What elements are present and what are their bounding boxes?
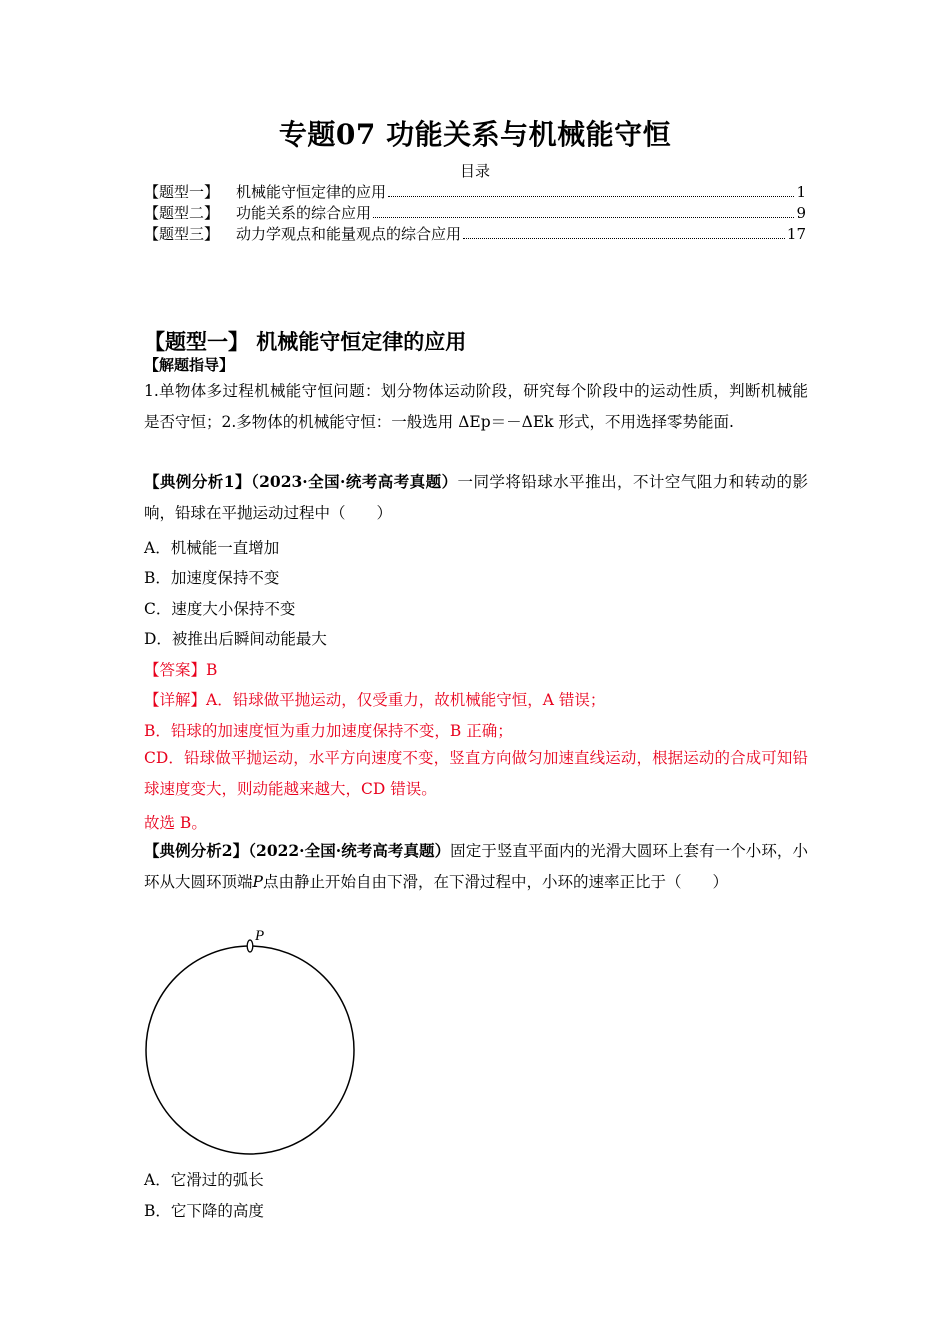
example1-conclusion: 故选 B。 xyxy=(144,814,207,832)
toc-leader-dots xyxy=(373,216,794,218)
guide-label: 【解题指导】 xyxy=(144,356,235,374)
toc-entry-text: 机械能守恒定律的应用 xyxy=(236,183,387,201)
example2-source: （2022·全国·统考高考真题） xyxy=(248,841,451,860)
point-p-label: P xyxy=(255,928,265,944)
toc-entry-tag: 【题型二】 xyxy=(144,204,220,222)
detail-text: A．铅球做平抛运动，仅受重力，故机械能守恒，A 错误； xyxy=(206,691,606,709)
example1-question xyxy=(144,467,808,528)
toc-entry-text: 动力学观点和能量观点的综合应用 xyxy=(236,225,462,243)
example2-label: 【典例分析2】 xyxy=(144,841,249,860)
example2-question-text-a: 固定于竖直平面内的光滑大圆环上套有一个小环，小环从大圆环顶端 xyxy=(144,842,808,891)
example1-option-c: C．速度大小保持不变 xyxy=(144,600,296,618)
guide-text: 1.单物体多过程机械能守恒问题：划分物体运动阶段，研究每个阶段中的运动性质，判断机械能是否守恒；2.多物体的机械能守恒：一般选用 ΔEp＝－ΔEk 形式，不用选择零势能面. xyxy=(144,382,808,431)
toc-entry-page: 17 xyxy=(786,225,806,243)
example1-option-d: D．被推出后瞬间动能最大 xyxy=(144,630,327,648)
example2-question-text-b: 点由静止开始自由下滑，在下滑过程中，小环的速率正比于（ ） xyxy=(262,872,728,891)
toc-entry-page: 9 xyxy=(796,204,806,222)
example1-source: （2023·全国·统考高考真题） xyxy=(250,472,458,491)
example1-question-text: 一同学将铅球水平推出，不计空气阻力和转动的影响，铅球在平抛运动过程中（ ） xyxy=(144,473,808,522)
toc-entry[interactable] xyxy=(144,202,806,222)
toc-entry[interactable] xyxy=(144,181,806,201)
example1-label: 【典例分析1】 xyxy=(144,472,251,491)
small-ring xyxy=(247,940,253,952)
toc-heading: 目录 xyxy=(459,162,490,180)
large-ring xyxy=(146,946,354,1154)
toc-leader-dots xyxy=(388,195,794,197)
toc-entry-tag: 【题型三】 xyxy=(144,225,220,243)
example2-question xyxy=(144,836,808,897)
toc-entry-page: 1 xyxy=(796,183,806,201)
example2-option-a: A．它滑过的弧长 xyxy=(144,1171,264,1189)
example1-detail-cd: CD．铅球做平抛运动，水平方向速度不变，竖直方向做匀加速直线运动，根据运动的合成可知铅球速度变大，则动能越来越大，CD 错误。 xyxy=(144,749,808,798)
example1-detail-b: B．铅球的加速度恒为重力加速度保持不变，B 正确； xyxy=(144,722,513,740)
example1-option-b: B．加速度保持不变 xyxy=(144,569,280,587)
example2-option-b: B．它下降的高度 xyxy=(144,1202,264,1220)
toc-entry-tag: 【题型一】 xyxy=(144,183,220,201)
example1-answer: 【答案】B xyxy=(144,661,218,679)
toc-entry[interactable] xyxy=(144,223,806,243)
section-heading: 【题型一】 机械能守恒定律的应用 xyxy=(144,329,467,354)
detail-label: 【详解】 xyxy=(144,691,207,709)
document-title: 专题07 功能关系与机械能守恒 xyxy=(278,118,672,151)
toc-entry-text: 功能关系的综合应用 xyxy=(236,204,372,222)
example1-option-a: A．机械能一直增加 xyxy=(144,539,280,557)
toc-leader-dots xyxy=(463,237,785,239)
example2-point: P xyxy=(252,872,263,891)
ring-diagram xyxy=(140,925,360,1157)
ring-figure xyxy=(140,925,360,1157)
example1-detail-a xyxy=(144,688,605,710)
